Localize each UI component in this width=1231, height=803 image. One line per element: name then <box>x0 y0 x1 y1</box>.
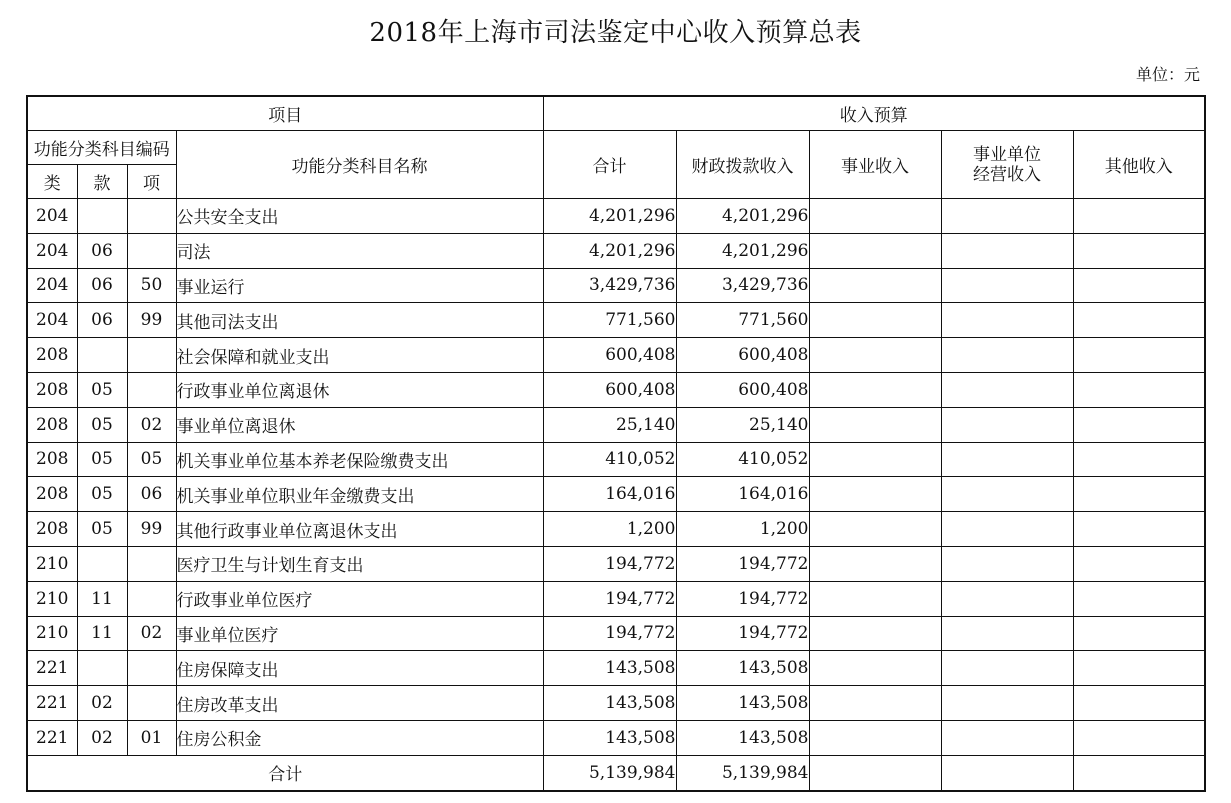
cell-kuan: 06 <box>77 233 127 268</box>
cell-operating <box>941 651 1073 686</box>
cell-operating <box>941 372 1073 407</box>
cell-kuan: 11 <box>77 581 127 616</box>
cell-other <box>1073 581 1205 616</box>
cell-total: 143,508 <box>543 686 676 721</box>
cell-total: 194,772 <box>543 581 676 616</box>
cell-operating <box>941 546 1073 581</box>
cell-operating <box>941 512 1073 547</box>
cell-operating <box>941 199 1073 234</box>
footer-operating <box>941 755 1073 790</box>
cell-total: 4,201,296 <box>543 233 676 268</box>
cell-xiang <box>127 372 176 407</box>
header-row-2 <box>27 131 1205 165</box>
cell-total: 3,429,736 <box>543 268 676 303</box>
header-business: 事业收入 <box>809 131 941 199</box>
cell-fiscal: 600,408 <box>676 338 809 373</box>
cell-total: 194,772 <box>543 616 676 651</box>
cell-business <box>809 442 941 477</box>
cell-business <box>809 199 941 234</box>
cell-lei: 204 <box>27 268 77 303</box>
cell-kuan: 05 <box>77 512 127 547</box>
cell-other <box>1073 651 1205 686</box>
cell-name: 公共安全支出 <box>176 199 543 234</box>
cell-operating <box>941 686 1073 721</box>
table-row <box>27 372 1205 407</box>
header-xiang: 项 <box>127 165 176 199</box>
header-operating-line1: 事业单位 <box>973 144 1041 165</box>
cell-name: 其他行政事业单位离退休支出 <box>176 512 543 547</box>
cell-operating <box>941 616 1073 651</box>
cell-fiscal: 1,200 <box>676 512 809 547</box>
cell-total: 1,200 <box>543 512 676 547</box>
table-row <box>27 442 1205 477</box>
cell-name: 事业单位离退休 <box>176 407 543 442</box>
cell-business <box>809 686 941 721</box>
cell-xiang: 50 <box>127 268 176 303</box>
header-income-budget: 收入预算 <box>543 96 1205 131</box>
cell-lei: 204 <box>27 303 77 338</box>
cell-xiang: 99 <box>127 303 176 338</box>
footer-label: 合计 <box>27 755 543 790</box>
cell-kuan: 11 <box>77 616 127 651</box>
cell-operating <box>941 338 1073 373</box>
header-kuan: 款 <box>77 165 127 199</box>
cell-lei: 210 <box>27 581 77 616</box>
cell-kuan <box>77 338 127 373</box>
cell-other <box>1073 199 1205 234</box>
table-row <box>27 546 1205 581</box>
table-row <box>27 477 1205 512</box>
cell-other <box>1073 303 1205 338</box>
cell-kuan: 05 <box>77 407 127 442</box>
cell-business <box>809 546 941 581</box>
cell-total: 164,016 <box>543 477 676 512</box>
cell-other <box>1073 442 1205 477</box>
cell-xiang <box>127 199 176 234</box>
header-operating <box>941 131 1073 199</box>
cell-fiscal: 771,560 <box>676 303 809 338</box>
cell-xiang <box>127 233 176 268</box>
cell-kuan: 02 <box>77 686 127 721</box>
cell-lei: 221 <box>27 686 77 721</box>
table-row <box>27 338 1205 373</box>
cell-lei: 210 <box>27 616 77 651</box>
cell-business <box>809 616 941 651</box>
page-title: 2018年上海市司法鉴定中心收入预算总表 <box>369 18 862 48</box>
cell-name: 住房保障支出 <box>176 651 543 686</box>
cell-total: 25,140 <box>543 407 676 442</box>
cell-business <box>809 581 941 616</box>
cell-business <box>809 303 941 338</box>
cell-xiang: 06 <box>127 477 176 512</box>
cell-xiang <box>127 686 176 721</box>
cell-xiang: 01 <box>127 720 176 755</box>
cell-lei: 208 <box>27 477 77 512</box>
cell-xiang <box>127 338 176 373</box>
cell-operating <box>941 720 1073 755</box>
header-project: 项目 <box>27 96 543 131</box>
cell-business <box>809 233 941 268</box>
table-row <box>27 651 1205 686</box>
footer-fiscal: 5,139,984 <box>676 755 809 790</box>
cell-other <box>1073 338 1205 373</box>
cell-fiscal: 164,016 <box>676 477 809 512</box>
cell-name: 社会保障和就业支出 <box>176 338 543 373</box>
cell-operating <box>941 407 1073 442</box>
cell-kuan: 06 <box>77 268 127 303</box>
budget-table <box>26 95 1206 792</box>
cell-fiscal: 25,140 <box>676 407 809 442</box>
cell-operating <box>941 477 1073 512</box>
table-row <box>27 268 1205 303</box>
cell-fiscal: 194,772 <box>676 616 809 651</box>
cell-operating <box>941 303 1073 338</box>
cell-total: 143,508 <box>543 651 676 686</box>
cell-fiscal: 3,429,736 <box>676 268 809 303</box>
cell-xiang: 02 <box>127 407 176 442</box>
cell-lei: 208 <box>27 372 77 407</box>
cell-operating <box>941 233 1073 268</box>
cell-xiang <box>127 581 176 616</box>
cell-total: 600,408 <box>543 338 676 373</box>
header-total: 合计 <box>543 131 676 199</box>
cell-xiang <box>127 651 176 686</box>
cell-fiscal: 143,508 <box>676 686 809 721</box>
cell-other <box>1073 546 1205 581</box>
cell-xiang: 02 <box>127 616 176 651</box>
header-lei: 类 <box>27 165 77 199</box>
table-row <box>27 407 1205 442</box>
cell-kuan: 05 <box>77 442 127 477</box>
table-row <box>27 720 1205 755</box>
cell-fiscal: 143,508 <box>676 651 809 686</box>
cell-kuan <box>77 651 127 686</box>
cell-business <box>809 268 941 303</box>
cell-other <box>1073 372 1205 407</box>
cell-name: 住房公积金 <box>176 720 543 755</box>
cell-business <box>809 477 941 512</box>
cell-xiang: 05 <box>127 442 176 477</box>
header-name-col: 功能分类科目名称 <box>176 131 543 199</box>
cell-name: 机关事业单位基本养老保险缴费支出 <box>176 442 543 477</box>
footer-total: 5,139,984 <box>543 755 676 790</box>
cell-name: 其他司法支出 <box>176 303 543 338</box>
cell-fiscal: 410,052 <box>676 442 809 477</box>
cell-name: 医疗卫生与计划生育支出 <box>176 546 543 581</box>
cell-lei: 204 <box>27 233 77 268</box>
cell-fiscal: 600,408 <box>676 372 809 407</box>
cell-name: 行政事业单位医疗 <box>176 581 543 616</box>
cell-operating <box>941 581 1073 616</box>
cell-lei: 208 <box>27 338 77 373</box>
cell-business <box>809 512 941 547</box>
cell-fiscal: 194,772 <box>676 581 809 616</box>
unit-label: 单位：元 <box>1135 65 1200 84</box>
cell-business <box>809 338 941 373</box>
cell-xiang: 99 <box>127 512 176 547</box>
header-fiscal: 财政拨款收入 <box>676 131 809 199</box>
cell-fiscal: 4,201,296 <box>676 233 809 268</box>
cell-business <box>809 372 941 407</box>
cell-kuan: 02 <box>77 720 127 755</box>
cell-lei: 208 <box>27 512 77 547</box>
table-row <box>27 199 1205 234</box>
table-row <box>27 233 1205 268</box>
cell-lei: 210 <box>27 546 77 581</box>
table-row <box>27 616 1205 651</box>
table-row <box>27 581 1205 616</box>
header-code-group: 功能分类科目编码 <box>27 131 176 165</box>
cell-fiscal: 143,508 <box>676 720 809 755</box>
footer-business <box>809 755 941 790</box>
cell-fiscal: 194,772 <box>676 546 809 581</box>
cell-kuan: 06 <box>77 303 127 338</box>
cell-other <box>1073 720 1205 755</box>
cell-lei: 208 <box>27 407 77 442</box>
cell-other <box>1073 686 1205 721</box>
cell-operating <box>941 442 1073 477</box>
cell-business <box>809 720 941 755</box>
cell-name: 事业单位医疗 <box>176 616 543 651</box>
cell-business <box>809 407 941 442</box>
cell-other <box>1073 512 1205 547</box>
table-row <box>27 512 1205 547</box>
cell-kuan <box>77 546 127 581</box>
header-operating-line2: 经营收入 <box>973 164 1041 185</box>
cell-name: 住房改革支出 <box>176 686 543 721</box>
footer-row <box>27 755 1205 790</box>
cell-lei: 208 <box>27 442 77 477</box>
cell-total: 4,201,296 <box>543 199 676 234</box>
cell-total: 143,508 <box>543 720 676 755</box>
cell-name: 行政事业单位离退休 <box>176 372 543 407</box>
cell-name: 事业运行 <box>176 268 543 303</box>
cell-total: 771,560 <box>543 303 676 338</box>
cell-lei: 221 <box>27 720 77 755</box>
table-row <box>27 303 1205 338</box>
footer-other <box>1073 755 1205 790</box>
cell-other <box>1073 477 1205 512</box>
header-row-1 <box>27 96 1205 131</box>
cell-other <box>1073 616 1205 651</box>
header-other: 其他收入 <box>1073 131 1205 199</box>
cell-other <box>1073 233 1205 268</box>
cell-xiang <box>127 546 176 581</box>
cell-other <box>1073 268 1205 303</box>
table-row <box>27 686 1205 721</box>
cell-kuan: 05 <box>77 477 127 512</box>
cell-total: 410,052 <box>543 442 676 477</box>
cell-lei: 204 <box>27 199 77 234</box>
cell-business <box>809 651 941 686</box>
cell-other <box>1073 407 1205 442</box>
cell-operating <box>941 268 1073 303</box>
cell-fiscal: 4,201,296 <box>676 199 809 234</box>
cell-kuan <box>77 199 127 234</box>
cell-name: 机关事业单位职业年金缴费支出 <box>176 477 543 512</box>
cell-name: 司法 <box>176 233 543 268</box>
cell-kuan: 05 <box>77 372 127 407</box>
cell-total: 600,408 <box>543 372 676 407</box>
cell-total: 194,772 <box>543 546 676 581</box>
cell-lei: 221 <box>27 651 77 686</box>
